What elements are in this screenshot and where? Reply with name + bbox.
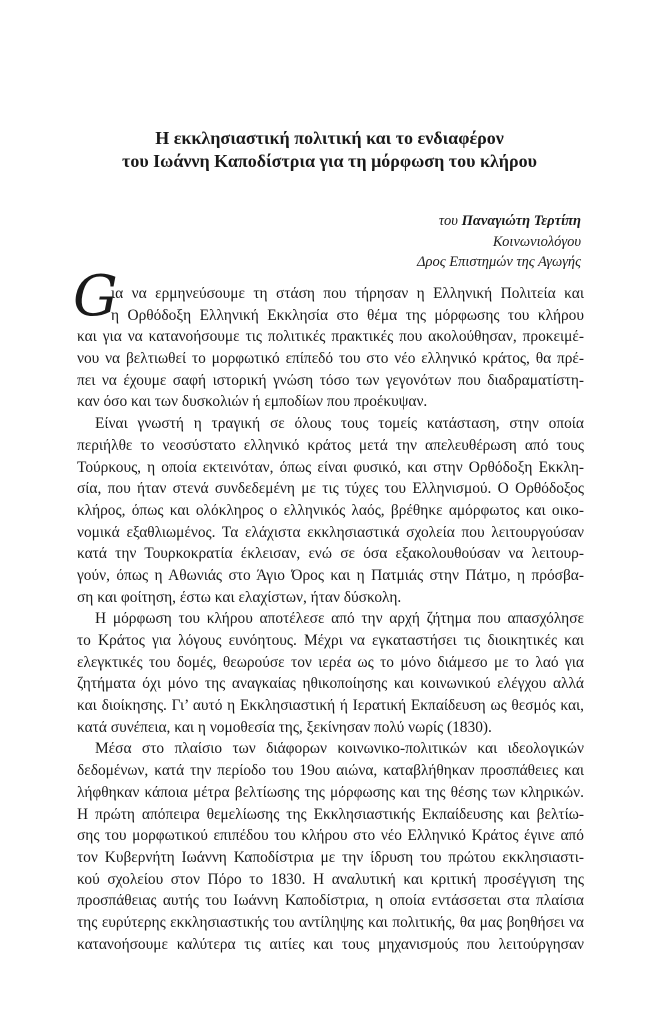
paragraph-1-line: νου να βελτιωθεί το μορφωτικό επίπεδό του στο νέο ελληνικό κράτος, θα πρέ- bbox=[77, 350, 584, 368]
paragraph-2-line: ση και φοίτηση, έστω και ελαχίστων, ήταν δύσκολη. bbox=[77, 588, 402, 606]
paragraph-4-line: κατανοήσουμε καλύτερα τις αιτίες και τους μηχανισμούς που λειτούργησαν bbox=[77, 935, 584, 953]
drop-cap: G bbox=[73, 264, 118, 329]
paragraph-2-line: κατά την Τουρκοκρατία έκλεισαν, ενώ σε όσα εξακολουθούσαν να λειτουρ- bbox=[77, 545, 584, 563]
paragraph-3-line: ελεγκτικές του δομές, θεωρούσε τον ιερέα ως το μόνο διάμεσο με το λαό για bbox=[77, 653, 584, 671]
paragraph-3-line: το Κράτος για λόγους ευνόητους. Μέχρι να εγκαταστήσει τις διοικητικές και bbox=[77, 632, 584, 649]
article-title-line-1: Η εκκλησιαστική πολιτική και το ενδιαφέρον bbox=[155, 128, 504, 148]
paragraph-4-line: προσπάθειας αυτής του Ιωάννη Καποδίστρια, η οποία εντάσσεται στα πλαίσια bbox=[77, 892, 584, 910]
paragraph-2-line: νομικά εξαθλιωμένος. Τα ελάχιστα εκκλησιαστικά σχολεία που λειτουργούσαν bbox=[77, 523, 584, 541]
article-title-line-2: του Ιωάννη Καποδίστρια για τη μόρφωση του κλήρου bbox=[122, 151, 537, 171]
author-byline bbox=[439, 213, 581, 230]
article-body bbox=[73, 264, 584, 955]
author-prefix: του bbox=[438, 213, 462, 229]
paragraph-2-line: Τούρκους, η οποία εκτεινόταν, όπως είναι φυσικό, και στην Ορθόδοξη Εκκλη- bbox=[77, 458, 584, 476]
paragraph-4-line: κού σχολείου στον Πόρο το 1830. Η αναλυτική και κριτική προσέγγιση της bbox=[77, 870, 584, 888]
paragraph-4-line: σης του μορφωτικού επιπέδου του κλήρου στο νέο Ελληνικό Κράτος έγινε από bbox=[77, 827, 584, 845]
paragraph-2-line: περιήλθε το νεοσύστατο ελληνικό κράτος μετά την απελευθέρωση από τους bbox=[77, 436, 584, 454]
paragraph-1-line: πει να έχουμε σαφή ιστορική γνώση τόσο των γεγονότων που διαδραματίστη- bbox=[77, 371, 584, 389]
paragraph-4-line: Η πρώτη απόπειρα θεμελίωσης της Εκκλησιαστικής Εκπαίδευσης και βελτίω- bbox=[77, 805, 584, 823]
paragraph-1-line: ια να ερμηνεύσουμε τη στάση που τήρησαν η Ελληνική Πολιτεία και bbox=[111, 285, 584, 302]
paragraph-4-line: Μέσα στο πλαίσιο των διάφορων κοινωνικο-πολιτικών και ιδεολογικών bbox=[95, 740, 584, 758]
paragraph-4-line: τον Κυβερνήτη Ιωάννη Καποδίστρια με την ίδρυση του πρώτου εκκλησιαστι- bbox=[77, 848, 584, 866]
paragraph-4-line: λήφθηκαν κάποια μέτρα βελτίωσης της μόρφωσης και της θέσης των κληρικών. bbox=[77, 783, 584, 801]
paragraph-2-line: σία, που ήταν στενά συνδεδεμένη με τις τύχες του Ελληνισμού. Ο Ορθόδοξος bbox=[77, 480, 584, 498]
paragraph-2-line: γούν, όπως η Αθωνιάς στο Άγιο Όρος και η Πατμιάς στην Πάτμο, η πρόσβα- bbox=[77, 566, 584, 584]
paragraph-1-line: η Ορθόδοξη Ελληνική Εκκλησία στο θέμα της μόρφωσης του κλήρου bbox=[111, 306, 584, 324]
author-degree: Δρος Επιστημών της Αγωγής bbox=[417, 254, 581, 270]
paragraph-3-line: Η μόρφωση του κλήρου αποτέλεσε από την αρχή ζήτημα που απασχόλησε bbox=[95, 610, 584, 628]
paragraph-4-line: της ευρύτερης εκκλησιαστικής του αντίληψης και πολιτικής, θα μας βοηθήσει να bbox=[77, 913, 584, 931]
paragraph-1-line: και για να κατανοήσουμε τις πολιτικές πρακτικές που ακολούθησαν, προκειμέ- bbox=[77, 328, 584, 346]
author-role: Κοινωνιολόγου bbox=[492, 234, 581, 250]
author-name: Παναγιώτη Τερτίπη bbox=[461, 213, 581, 229]
paragraph-1-line: καν όσο και των δυσκολιών ή εμποδίων που προέκυψαν. bbox=[77, 393, 428, 411]
paragraph-2-line: Είναι γνωστή η τραγική σε όλους τους τομείς κατάσταση, στην οποία bbox=[95, 415, 584, 433]
paragraph-4-line: δεδομένων, κατά την περίοδο του 19ου αιώνα, καταβλήθηκαν προσπάθειες και bbox=[77, 762, 584, 780]
paragraph-3-line: ζητήματα όχι μόνο της αναγκαίας ηθικοποίησης και κοινωνικού ελέγχου αλλά bbox=[77, 675, 584, 693]
paragraph-3-line: και διοίκησης. Γι’ αυτό η Εκκλησιαστική ή Ιερατική Εκπαίδευση ως θεσμός και, bbox=[77, 697, 584, 715]
paragraph-2-line: κλήρος, όπως και ολόκληρος ο ελληνικός λαός, βρέθηκε αμόρφωτος και οικο- bbox=[77, 501, 584, 519]
paragraph-3-line: κατά συνέπεια, και η νομοθεσία της, ξεκίνησαν πολύ νωρίς (1830). bbox=[77, 718, 492, 736]
